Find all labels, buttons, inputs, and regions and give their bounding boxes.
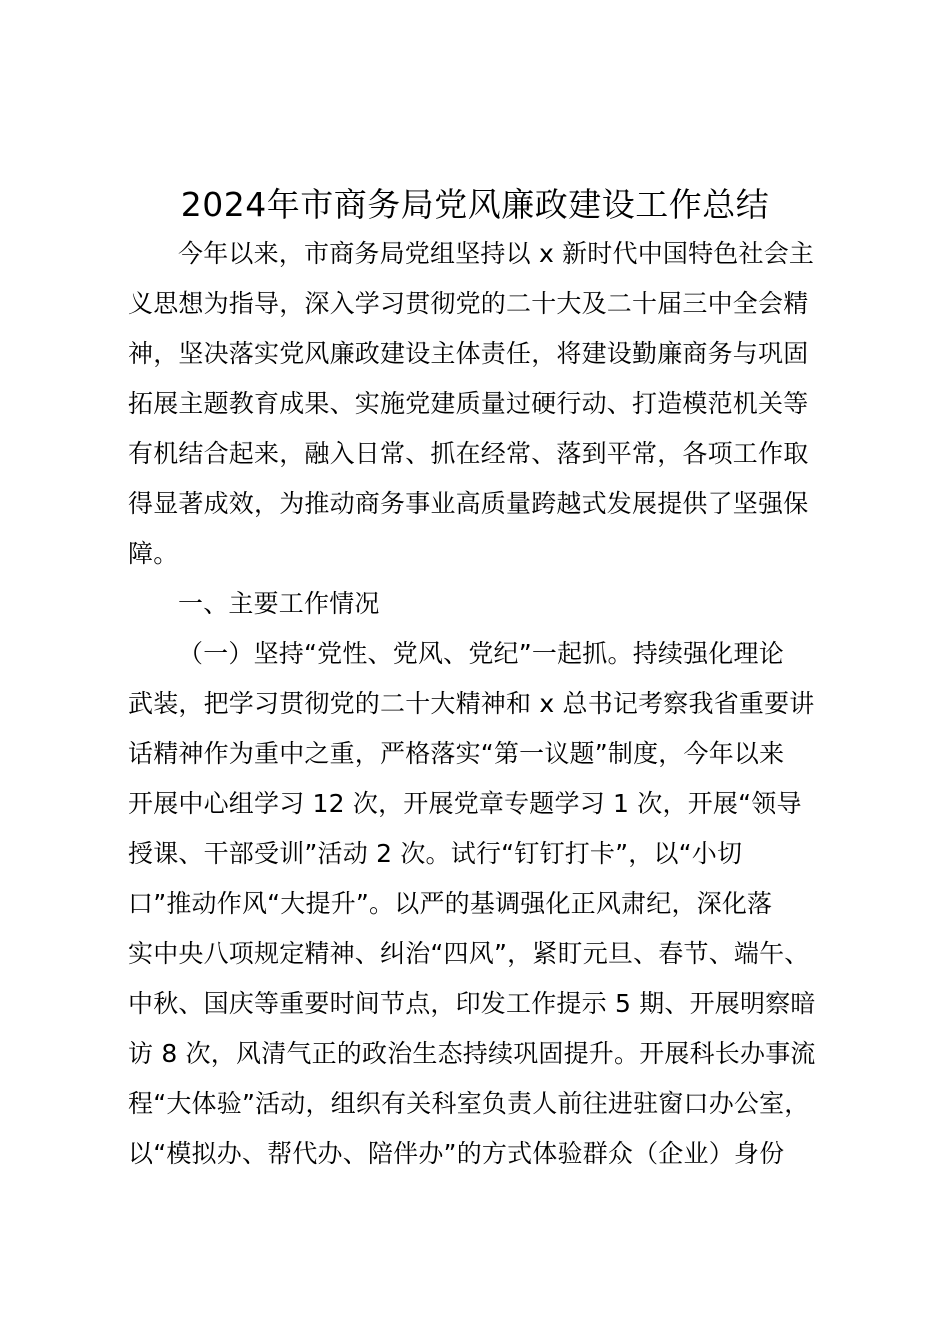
body-line: 话精神作为重中之重，严格落实“第一议题”制度，今年以来 [128,739,785,768]
body-line: 中秋、国庆等重要时间节点，印发工作提示 5 期、开展明察暗 [128,989,816,1018]
body-line: 今年以来，市商务局党组坚持以 x 新时代中国特色社会主 [178,239,815,268]
body-line: 口”推动作风“大提升”。以严的基调强化正风肃纪，深化落 [128,889,773,918]
body-line: 开展中心组学习 12 次，开展党章专题学习 1 次，开展“领导 [128,789,802,818]
body-line: 障。 [128,539,179,568]
body-line: 实中央八项规定精神、纠治“四风”，紧盯元旦、春节、端午、 [128,939,810,968]
body-line: 义思想为指导，深入学习贯彻党的二十大及二十届三中全会精 [128,289,809,318]
body-line: 访 8 次，风清气正的政治生态持续巩固提升。开展科长办事流 [128,1039,816,1068]
body-line: 以“模拟办、帮代办、陪伴办”的方式体验群众（企业）身份 [128,1139,785,1168]
body-line: 授课、干部受训”活动 2 次。试行“钉钉打卡”，以“小切 [128,839,743,868]
body-line: 神，坚决落实党风廉政建设主体责任，将建设勤廉商务与巩固 [128,339,809,368]
section-heading: 一、主要工作情况 [178,589,380,618]
body-line: 有机结合起来，融入日常、抓在经常、落到平常，各项工作取 [128,439,809,468]
body-line: 程“大体验”活动，组织有关科室负责人前往进驻窗口办公室， [128,1089,810,1118]
body-line: （一）坚持“党性、党风、党纪”一起抓。持续强化理论 [178,639,784,668]
document-title: 2024年市商务局党风廉政建设工作总结 [180,185,770,224]
body-line: 得显著成效，为推动商务事业高质量跨越式发展提供了坚强保 [128,489,809,518]
body-line: 武装，把学习贯彻党的二十大精神和 x 总书记考察我省重要讲 [128,689,815,718]
body-line: 拓展主题教育成果、实施党建质量过硬行动、打造模范机关等 [128,389,809,418]
